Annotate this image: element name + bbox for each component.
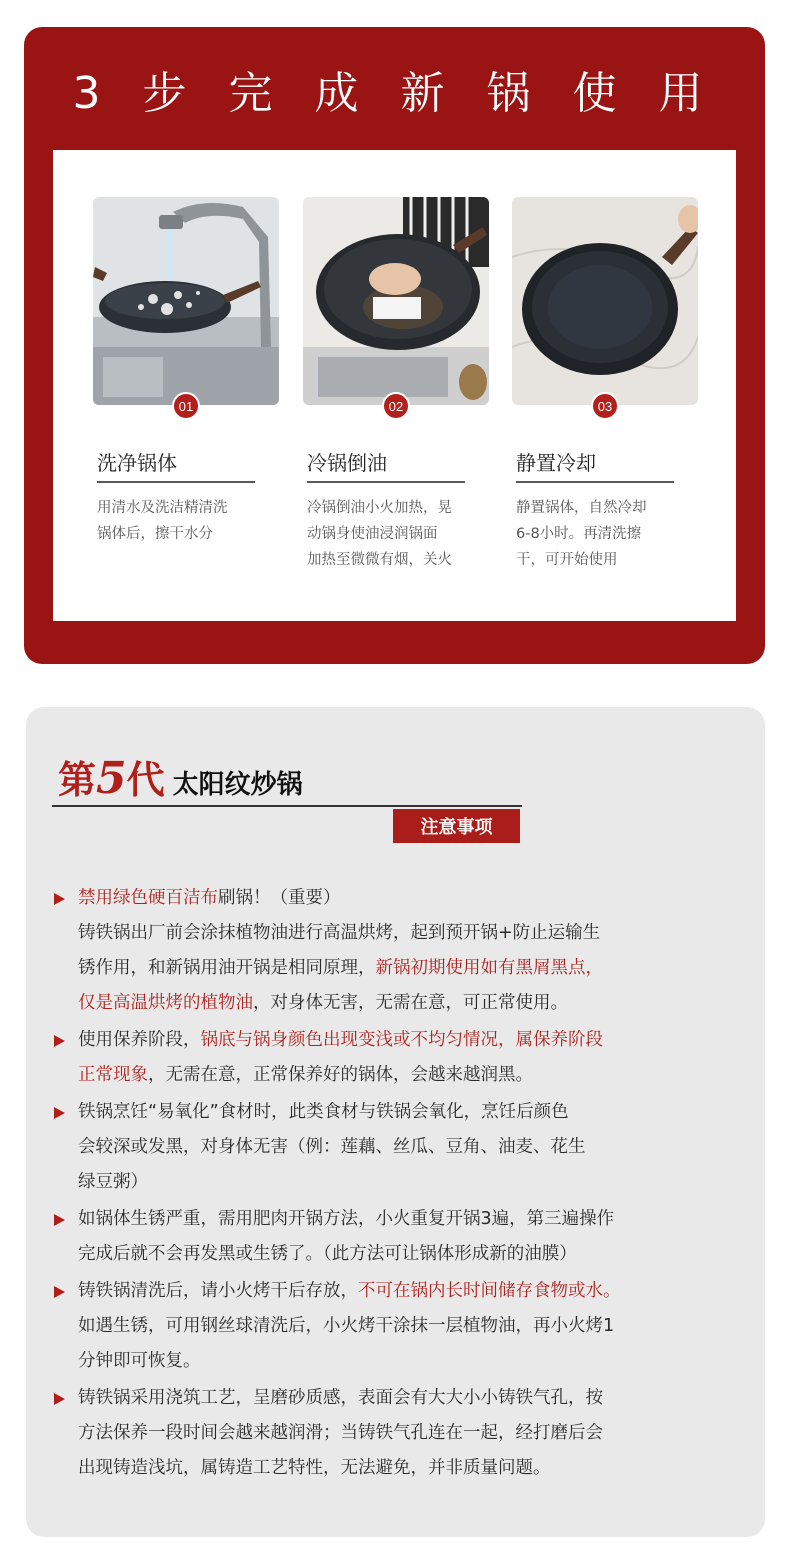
step-2-number: 02 bbox=[382, 392, 410, 420]
generation-prefix: 第 bbox=[58, 757, 97, 802]
note-item bbox=[52, 1381, 742, 1486]
note-text: 如遇生锈，可用钢丝球清洗后，小火烤干涂抹一层植物油，再小火烤1 bbox=[78, 1316, 615, 1336]
note-text: 铁锅烹饪“易氧化”食材时，此类食材与铁锅会氧化，烹饪后颜色 bbox=[78, 1102, 569, 1122]
note-line bbox=[78, 1344, 742, 1379]
bullet-arrow-icon bbox=[54, 1107, 65, 1119]
note-text: 铸铁锅清洗后，请小火烤干后存放， bbox=[78, 1281, 358, 1301]
step-2-desc-line: 加热至微微有烟，关火 bbox=[307, 552, 452, 568]
step-1-desc-line: 锅体后，擦干水分 bbox=[97, 526, 213, 542]
step-3 bbox=[512, 197, 698, 568]
note-text: 如锅体生锈严重，需用肥肉开锅方法，小火重复开锅3遍，第三遍操作 bbox=[78, 1209, 615, 1229]
note-text: ，对身体无害，无需在意，可正常使用。 bbox=[253, 993, 568, 1013]
notes-card bbox=[26, 707, 765, 1537]
note-text: 分钟即可恢复。 bbox=[78, 1351, 201, 1371]
generation-label bbox=[58, 749, 165, 804]
note-line bbox=[78, 1309, 742, 1344]
step-3-photo bbox=[512, 197, 698, 405]
note-line bbox=[78, 986, 742, 1021]
step-1 bbox=[93, 197, 279, 542]
washing-pan-image bbox=[93, 197, 279, 405]
note-highlight: 仅是高温烘烤的植物油 bbox=[78, 993, 253, 1013]
note-text: 绿豆粥） bbox=[78, 1172, 148, 1192]
bullet-arrow-icon bbox=[54, 1214, 65, 1226]
note-text: ，无需在意，正常保养好的锅体，会越来越润黑。 bbox=[148, 1065, 533, 1085]
note-line bbox=[78, 881, 742, 916]
step-2-desc-line: 冷锅倒油小火加热，晃 bbox=[307, 500, 452, 516]
note-line bbox=[78, 1095, 742, 1130]
note-text: 锈作用，和新锅用油开锅是相同原理， bbox=[78, 958, 376, 978]
note-highlight: 锅底与锅身颜色出现变浅或不均匀情况，属保养阶段 bbox=[200, 1030, 603, 1050]
steps-panel bbox=[53, 150, 736, 621]
step-1-number: 01 bbox=[172, 392, 200, 420]
bullet-arrow-icon bbox=[54, 893, 65, 905]
note-highlight: 不可在锅内长时间储存食物或水。 bbox=[358, 1281, 621, 1301]
step-3-desc-line: 6-8小时。再清洗擦 bbox=[516, 526, 642, 542]
note-line bbox=[78, 916, 742, 951]
note-text: 使用保养阶段， bbox=[78, 1030, 201, 1050]
generation-suffix: 代 bbox=[126, 757, 165, 802]
note-line bbox=[78, 1381, 742, 1416]
cooling-pan-image bbox=[512, 197, 698, 405]
step-2-photo bbox=[303, 197, 489, 405]
note-text: 铸铁锅出厂前会涂抹植物油进行高温烘烤，起到预开锅+防止运输生 bbox=[78, 923, 601, 943]
note-item bbox=[52, 1095, 742, 1200]
step-2-rule bbox=[307, 481, 465, 483]
step-3-desc bbox=[516, 495, 706, 573]
note-line bbox=[78, 1023, 742, 1058]
note-item bbox=[52, 881, 742, 1021]
step-1-photo bbox=[93, 197, 279, 405]
step-1-desc-line: 用清水及洗洁精清洗 bbox=[97, 500, 228, 516]
step-3-number: 03 bbox=[591, 392, 619, 420]
note-line bbox=[78, 1274, 742, 1309]
step-3-desc-line: 干，可开始使用 bbox=[516, 552, 618, 568]
note-item bbox=[52, 1023, 742, 1093]
note-line bbox=[78, 1416, 742, 1451]
note-highlight: 正常现象 bbox=[78, 1065, 148, 1085]
steps-title: 3 步 完 成 新 锅 使 用 bbox=[72, 68, 717, 119]
note-line bbox=[78, 1165, 742, 1200]
heading-rule bbox=[52, 805, 522, 807]
note-text: 铸铁锅采用浇筑工艺，呈磨砂质感，表面会有大大小小铸铁气孔，按 bbox=[78, 1388, 603, 1408]
note-item bbox=[52, 1202, 742, 1272]
step-3-desc-line: 静置锅体，自然冷却 bbox=[516, 500, 647, 516]
product-heading bbox=[58, 749, 303, 804]
note-line bbox=[78, 1130, 742, 1165]
steps-card bbox=[24, 27, 765, 664]
product-name: 太阳纹炒锅 bbox=[172, 770, 303, 800]
notes-list bbox=[52, 881, 742, 1488]
note-line bbox=[78, 1058, 742, 1093]
bullet-arrow-icon bbox=[54, 1035, 65, 1047]
generation-number: 5 bbox=[96, 753, 127, 804]
note-text: 会较深或发黑，对身体无害（例：莲藕、丝瓜、豆角、油麦、花生 bbox=[78, 1137, 586, 1157]
bullet-arrow-icon bbox=[54, 1286, 65, 1298]
step-3-title: 静置冷却 bbox=[516, 451, 596, 475]
step-2-desc-line: 动锅身使油浸润锅面 bbox=[307, 526, 438, 542]
note-highlight: 禁用绿色硬百洁布 bbox=[78, 888, 218, 908]
step-1-rule bbox=[97, 481, 255, 483]
step-2-title: 冷锅倒油 bbox=[307, 451, 387, 475]
note-highlight: 新锅初期使用如有黑屑黑点， bbox=[375, 958, 603, 978]
oiling-pan-image bbox=[303, 197, 489, 405]
note-text: 刷锅！（重要） bbox=[218, 888, 341, 908]
bullet-arrow-icon bbox=[54, 1393, 65, 1405]
step-2-desc bbox=[307, 495, 497, 573]
note-line bbox=[78, 951, 742, 986]
note-line bbox=[78, 1237, 742, 1272]
note-text: 方法保养一段时间会越来越润滑；当铸铁气孔连在一起，经打磨后会 bbox=[78, 1423, 603, 1443]
step-3-rule bbox=[516, 481, 674, 483]
note-text: 出现铸造浅坑，属铸造工艺特性，无法避免，并非质量问题。 bbox=[78, 1458, 551, 1478]
note-item bbox=[52, 1274, 742, 1379]
note-line bbox=[78, 1451, 742, 1486]
step-2 bbox=[303, 197, 489, 568]
note-line bbox=[78, 1202, 742, 1237]
step-1-title: 洗净锅体 bbox=[97, 451, 177, 475]
note-text: 完成后就不会再发黑或生锈了。（此方法可让锅体形成新的油膜） bbox=[78, 1244, 577, 1264]
notice-tag: 注意事项 bbox=[393, 809, 520, 843]
step-1-desc bbox=[97, 495, 287, 547]
